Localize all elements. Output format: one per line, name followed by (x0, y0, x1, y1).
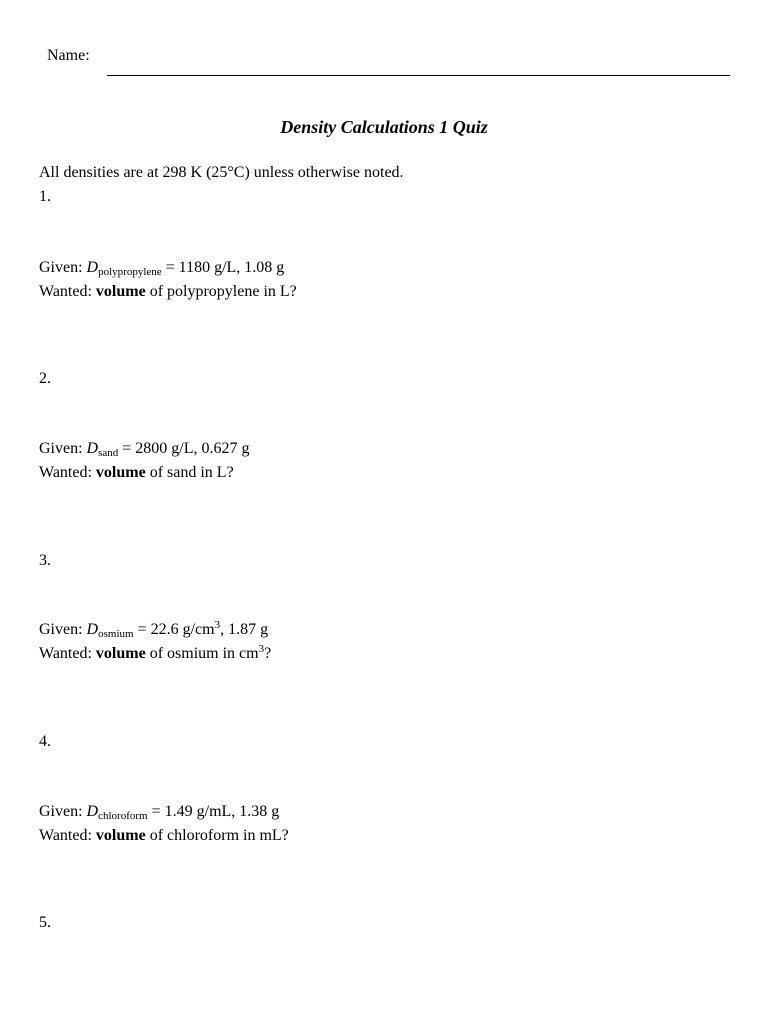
given-label: Given: (39, 259, 83, 276)
density-symbol: D (86, 621, 99, 638)
wanted-rest: of chloroform in mL? (149, 827, 289, 844)
question-4-wanted (39, 828, 289, 844)
question-4-given (39, 804, 279, 820)
wanted-bold: volume (95, 464, 146, 481)
wanted-label: Wanted: (39, 464, 92, 481)
density-symbol: D (86, 803, 99, 820)
name-label: Name: (47, 47, 90, 64)
substance-subscript: osmium (98, 628, 134, 640)
wanted-rest: of polypropylene in L? (149, 283, 297, 300)
substance-subscript: sand (98, 447, 119, 459)
given-value: = 2800 g/L, 0.627 g (122, 440, 250, 457)
intro-text: All densities are at 298 K (25°C) unless otherwise noted. (39, 164, 404, 181)
given-value-superscript: 3 (214, 619, 221, 631)
substance-subscript: chloroform (98, 810, 148, 822)
given-label: Given: (39, 440, 83, 457)
substance-subscript: polypropylene (98, 266, 162, 278)
wanted-bold: volume (95, 645, 146, 662)
wanted-label: Wanted: (39, 645, 92, 662)
wanted-label: Wanted: (39, 283, 92, 300)
question-number-3: 3. (39, 552, 51, 569)
given-label: Given: (39, 803, 83, 820)
given-label: Given: (39, 621, 83, 638)
wanted-label: Wanted: (39, 827, 92, 844)
given-value-tail: , 1.87 g (220, 621, 269, 638)
wanted-rest: of sand in L? (149, 464, 234, 481)
given-value: = 1180 g/L, 1.08 g (165, 259, 285, 276)
wanted-rest: of osmium in cm (149, 645, 259, 662)
wanted-tail: ? (264, 645, 272, 662)
question-1-given (39, 260, 284, 276)
density-symbol: D (86, 440, 99, 457)
wanted-bold: volume (95, 283, 146, 300)
name-underline[interactable] (107, 75, 730, 76)
density-symbol: D (86, 259, 99, 276)
question-2-given (39, 441, 250, 457)
question-3-given (39, 619, 269, 640)
question-number-4: 4. (39, 733, 51, 750)
question-number-1: 1. (39, 188, 51, 205)
wanted-superscript: 3 (258, 643, 265, 655)
question-2-wanted (39, 465, 234, 481)
given-value: = 22.6 g/cm (137, 621, 215, 638)
wanted-bold: volume (95, 827, 146, 844)
question-number-2: 2. (39, 370, 51, 387)
question-number-5: 5. (39, 914, 51, 931)
page-title: Density Calculations 1 Quiz (280, 117, 488, 137)
question-3-wanted (39, 643, 272, 662)
question-1-wanted (39, 284, 297, 300)
given-value: = 1.49 g/mL, 1.38 g (151, 803, 280, 820)
